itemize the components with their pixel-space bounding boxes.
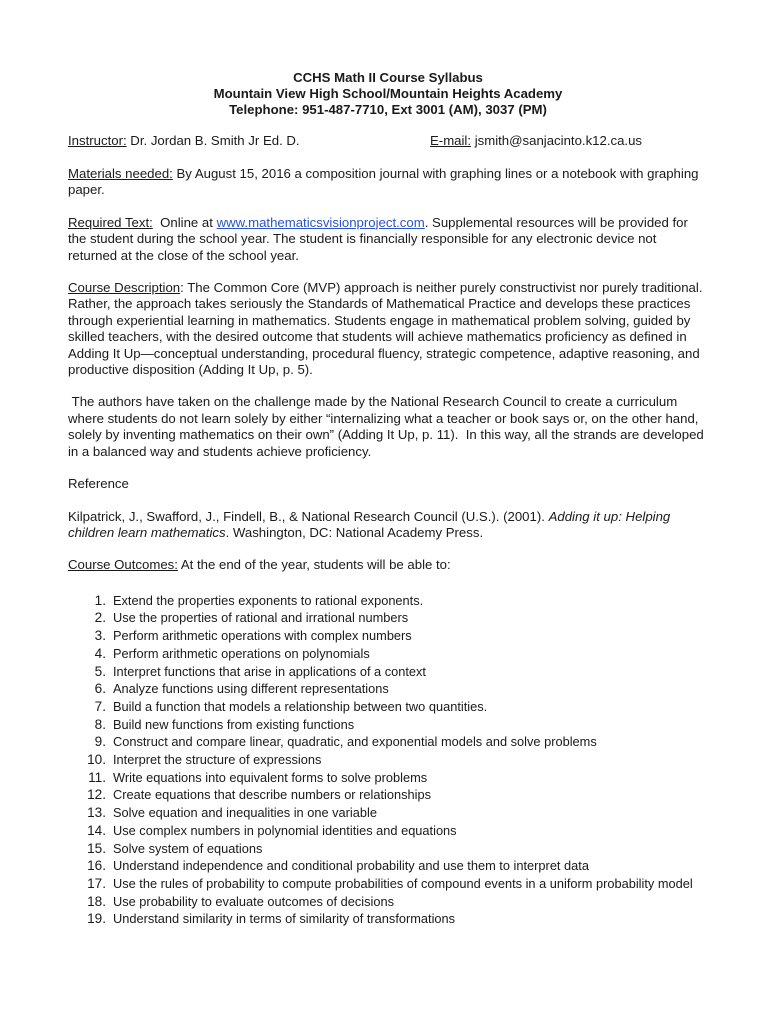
outcome-number: 4.	[94, 645, 106, 661]
outcome-text: Use the properties of rational and irrational numbers	[113, 610, 409, 626]
outcome-item	[68, 716, 708, 734]
telephone-line: Telephone: 951-487-7710, Ext 3001 (AM), 3037 (PM)	[229, 102, 547, 117]
outcome-text: Interpret the structure of expressions	[113, 752, 322, 768]
course-description-label: Course Description	[68, 280, 181, 296]
outcome-text: Perform arithmetic operations with complex numbers	[113, 628, 412, 644]
email-label: E-mail:	[430, 133, 472, 148]
outcome-text: Use the rules of probability to compute probabilities of compound events in a uniform probability model	[113, 875, 693, 891]
outcome-number: 16.	[87, 858, 106, 874]
outcome-item	[68, 822, 708, 840]
outcome-number: 19.	[87, 911, 106, 927]
outcome-number: 15.	[87, 840, 106, 856]
required-text-paragraph	[68, 215, 708, 264]
outcome-item	[68, 663, 708, 681]
reference-heading: Reference	[68, 476, 129, 492]
course-description-text: : The Common Core (MVP) approach is neither purely constructivist nor purely traditional. Rather, the approach takes seriously the Standards of Mathematical Practice and develops these practices through experiential learning in mathematics. Students engage in mathematical problem solving, guided by skilled teachers, with the desired outcome that students will achieve mathematics proficiency as defined in Adding It Up—conceptual understanding, procedural fluency, strategic competence, adaptive reasoning, and productive disposition (Adding It Up, p. 5).	[68, 280, 703, 378]
document-header	[68, 70, 708, 118]
outcome-number: 18.	[87, 893, 106, 909]
outcome-text: Use probability to evaluate outcomes of decisions	[113, 893, 394, 909]
outcome-text: Solve system of equations	[113, 840, 263, 856]
outcome-item	[68, 592, 708, 610]
outcome-number: 8.	[94, 716, 106, 732]
outcome-number: 2.	[94, 610, 106, 626]
outcome-text: Solve equation and inequalities in one variable	[113, 805, 377, 821]
materials-label: Materials needed:	[68, 166, 173, 181]
instructor-info	[68, 133, 300, 149]
outcome-item	[68, 910, 708, 928]
required-text-label: Required Text:	[68, 214, 153, 230]
outcome-item	[68, 769, 708, 787]
citation-authors: Kilpatrick, J., Swafford, J., Findell, B., & National Research Council (U.S.). (2001).	[68, 508, 549, 524]
outcome-number: 14.	[87, 822, 106, 838]
outcome-number: 9.	[94, 734, 106, 750]
citation-publisher: . Washington, DC: National Academy Press.	[225, 524, 484, 540]
outcome-text: Build new functions from existing functions	[113, 716, 355, 732]
outcome-number: 10.	[87, 752, 106, 768]
outcome-text: Analyze functions using different representations	[113, 681, 389, 697]
outcome-number: 12.	[87, 787, 106, 803]
outcome-text: Construct and compare linear, quadratic, and exponential models and solve problems	[113, 734, 597, 750]
outcome-number: 11.	[88, 769, 106, 785]
course-outcomes-intro-text: At the end of the year, students will be able to:	[177, 557, 451, 573]
outcome-text: Write equations into equivalent forms to solve problems	[113, 769, 428, 785]
syllabus-page	[68, 70, 708, 928]
instructor-label: Instructor:	[68, 133, 127, 148]
outcome-text: Build a function that models a relationship between two quantities.	[113, 698, 488, 714]
outcome-text: Understand similarity in terms of similarity of transformations	[113, 911, 456, 927]
outcome-item	[68, 786, 708, 804]
authors-paragraph: The authors have taken on the challenge made by the National Research Council to create a curriculum where students do not learn solely by either “internalizing what a teacher or book says or, on the other hand, solely by inventing mathematics on their own” (Adding It Up, p. 11). In this way, all the strands are developed in a balanced way and students achieve proficiency.	[68, 394, 708, 459]
school-name: Mountain View High School/Mountain Heights Academy	[213, 86, 563, 101]
outcome-text: Extend the properties exponents to rational exponents.	[113, 592, 424, 608]
course-outcomes-intro	[68, 557, 708, 573]
outcome-item	[68, 645, 708, 663]
outcome-item	[68, 751, 708, 769]
email-info	[430, 133, 642, 149]
outcome-text: Create equations that describe numbers or relationships	[113, 787, 431, 803]
email-address: jsmith@sanjacinto.k12.ca.us	[471, 133, 643, 148]
outcome-item	[68, 627, 708, 645]
outcome-text: Understand independence and conditional probability and use them to interpret data	[113, 858, 589, 874]
reference-citation	[68, 509, 708, 542]
document-title: CCHS Math II Course Syllabus	[293, 70, 483, 85]
citation-title: Adding it up: Helping children learn mathematics	[68, 508, 671, 540]
required-text-body: . Supplemental resources will be provided for the student during the school year. The student is financially responsible for any electronic device not returned at the close of the school year.	[68, 214, 688, 263]
outcome-number: 7.	[94, 698, 106, 714]
outcome-item	[68, 733, 708, 751]
outcome-item	[68, 857, 708, 875]
outcome-text: Use complex numbers in polynomial identities and equations	[113, 822, 457, 838]
outcome-item	[68, 875, 708, 893]
outcome-number: 5.	[94, 663, 106, 679]
outcome-item	[68, 698, 708, 716]
outcome-text: Interpret functions that arise in applications of a context	[113, 663, 426, 679]
course-outcomes-label: Course Outcomes:	[68, 557, 178, 573]
materials-paragraph	[68, 166, 708, 199]
instructor-name: Dr. Jordan B. Smith Jr Ed. D.	[126, 133, 300, 148]
outcome-item	[68, 893, 708, 911]
materials-text: By August 15, 2016 a composition journal with graphing lines or a notebook with graphing paper.	[68, 166, 699, 198]
outcome-text: Perform arithmetic operations on polynomials	[113, 645, 370, 661]
outcome-item	[68, 804, 708, 822]
mvp-website-link[interactable]: www.mathematicsvisionproject.com	[216, 214, 425, 230]
course-description-paragraph	[68, 280, 708, 378]
outcome-item	[68, 840, 708, 858]
outcome-number: 3.	[94, 628, 106, 644]
outcome-item	[68, 680, 708, 698]
outcome-number: 1.	[94, 592, 106, 608]
outcome-number: 6.	[94, 681, 106, 697]
contact-row	[68, 133, 708, 150]
required-text-intro: Online at	[152, 214, 217, 230]
outcome-number: 17.	[87, 875, 106, 891]
outcome-item	[68, 609, 708, 627]
outcome-number: 13.	[87, 805, 106, 821]
course-outcomes-list	[68, 592, 708, 928]
